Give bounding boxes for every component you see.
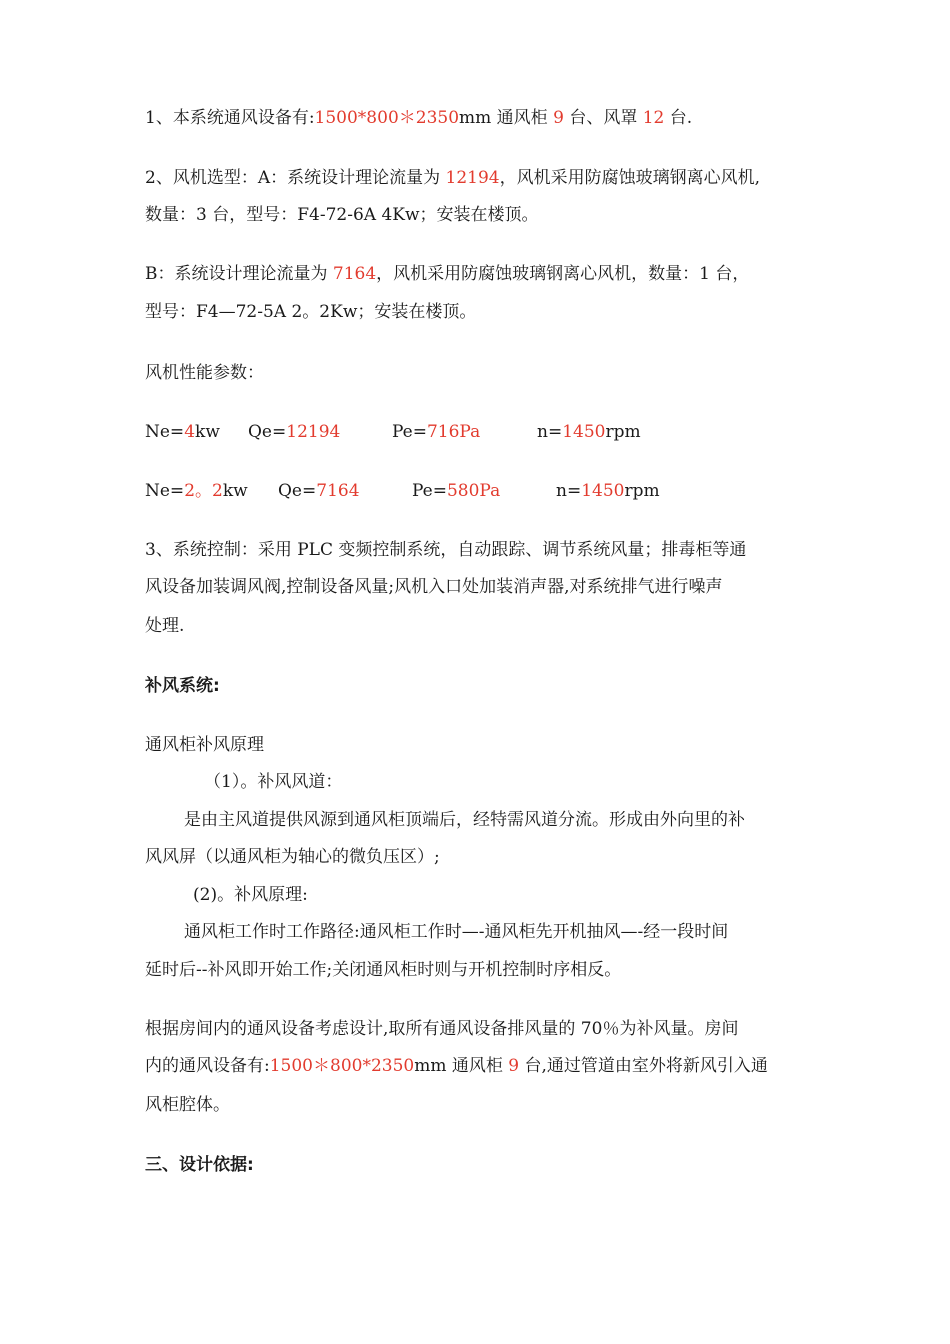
text: 1、本系统通风设备有: (145, 108, 315, 128)
paragraph-fan-a-line2: 数量：3 台，型号：F4-72-6A 4Kw；安装在楼顶。 (145, 205, 539, 225)
item-title: (2)。补风原理: (193, 885, 308, 905)
highlight-count: 9 (553, 108, 564, 128)
paragraph-fan-a-line1 (145, 167, 760, 189)
highlight-flow: 12194 (445, 168, 500, 188)
perf-qe: Qe=7164 (278, 481, 360, 501)
perf-title: 风机性能参数： (145, 363, 264, 383)
text: 内的通风设备有: (145, 1056, 270, 1076)
perf-n: n=1450rpm (537, 422, 641, 442)
paragraph-makeup-line1: 根据房间内的通风设备考虑设计,取所有通风设备排风量的 70％为补风量。房间 (145, 1019, 739, 1039)
paragraph-control-line3: 处理. (145, 616, 185, 636)
paragraph-fan-b-line2: 型号：F4—72-5A 2。2Kw；安装在楼顶。 (145, 302, 477, 322)
perf-n: n=1450rpm (556, 481, 660, 501)
paragraph-control-line2: 风设备加装调风阀,控制设备风量;风机入口处加装消声器,对系统排气进行噪声 (145, 577, 723, 597)
section-heading: 补风系统: (145, 676, 220, 696)
item-body: 延时后--补风即开始工作;关闭通风柜时则与开机控制时序相反。 (145, 960, 622, 980)
perf-ne: Ne=2。2kw (145, 481, 248, 501)
item-title: （1）。补风风道： (204, 772, 343, 792)
paragraph-makeup-line2 (145, 1055, 768, 1077)
highlight-count: 12 (642, 108, 665, 128)
text: 2、风机选型：A：系统设计理论流量为 (145, 168, 446, 188)
paragraph-equipment (145, 107, 692, 129)
highlight-dims: 1500*800＊2350 (314, 108, 460, 128)
item-body: 通风柜工作时工作路径:通风柜工作时—-通风柜先开机抽风—-经一段时间 (184, 922, 729, 942)
item-body: 风风屏（以通风柜为轴心的微负压区）; (145, 847, 440, 867)
text: ，风机采用防腐蚀玻璃钢离心风机，数量：1 台， (376, 264, 750, 284)
paragraph-control-line1: 3、系统控制：采用 PLC 变频控制系统，自动跟踪、调节系统风量；排毒柜等通 (145, 540, 747, 560)
text: 台、风罩 (563, 108, 643, 128)
paragraph-fan-b-line1 (145, 263, 749, 285)
text: ，风机采用防腐蚀玻璃钢离心风机, (499, 168, 760, 188)
perf-ne: Ne=4kw (145, 422, 220, 442)
highlight-count: 9 (508, 1056, 520, 1076)
section-heading: 三、设计依据: (145, 1155, 254, 1175)
item-body: 是由主风道提供风源到通风柜顶端后，经特需风道分流。形成由外向里的补 (184, 810, 745, 830)
perf-pe: Pe=580Pa (412, 481, 501, 501)
text: mm 通风柜 (414, 1056, 509, 1076)
paragraph-makeup-line3: 风柜腔体。 (145, 1095, 230, 1115)
highlight-dims: 1500＊800*2350 (269, 1056, 415, 1076)
subsection-title: 通风柜补风原理 (145, 735, 264, 755)
perf-pe: Pe=716Pa (392, 422, 481, 442)
highlight-flow: 7164 (332, 264, 377, 284)
text: 台,通过管道由室外将新风引入通 (519, 1056, 768, 1076)
text: B：系统设计理论流量为 (145, 264, 333, 284)
text: 台. (664, 108, 693, 128)
perf-qe: Qe=12194 (248, 422, 341, 442)
text: mm 通风柜 (459, 108, 554, 128)
